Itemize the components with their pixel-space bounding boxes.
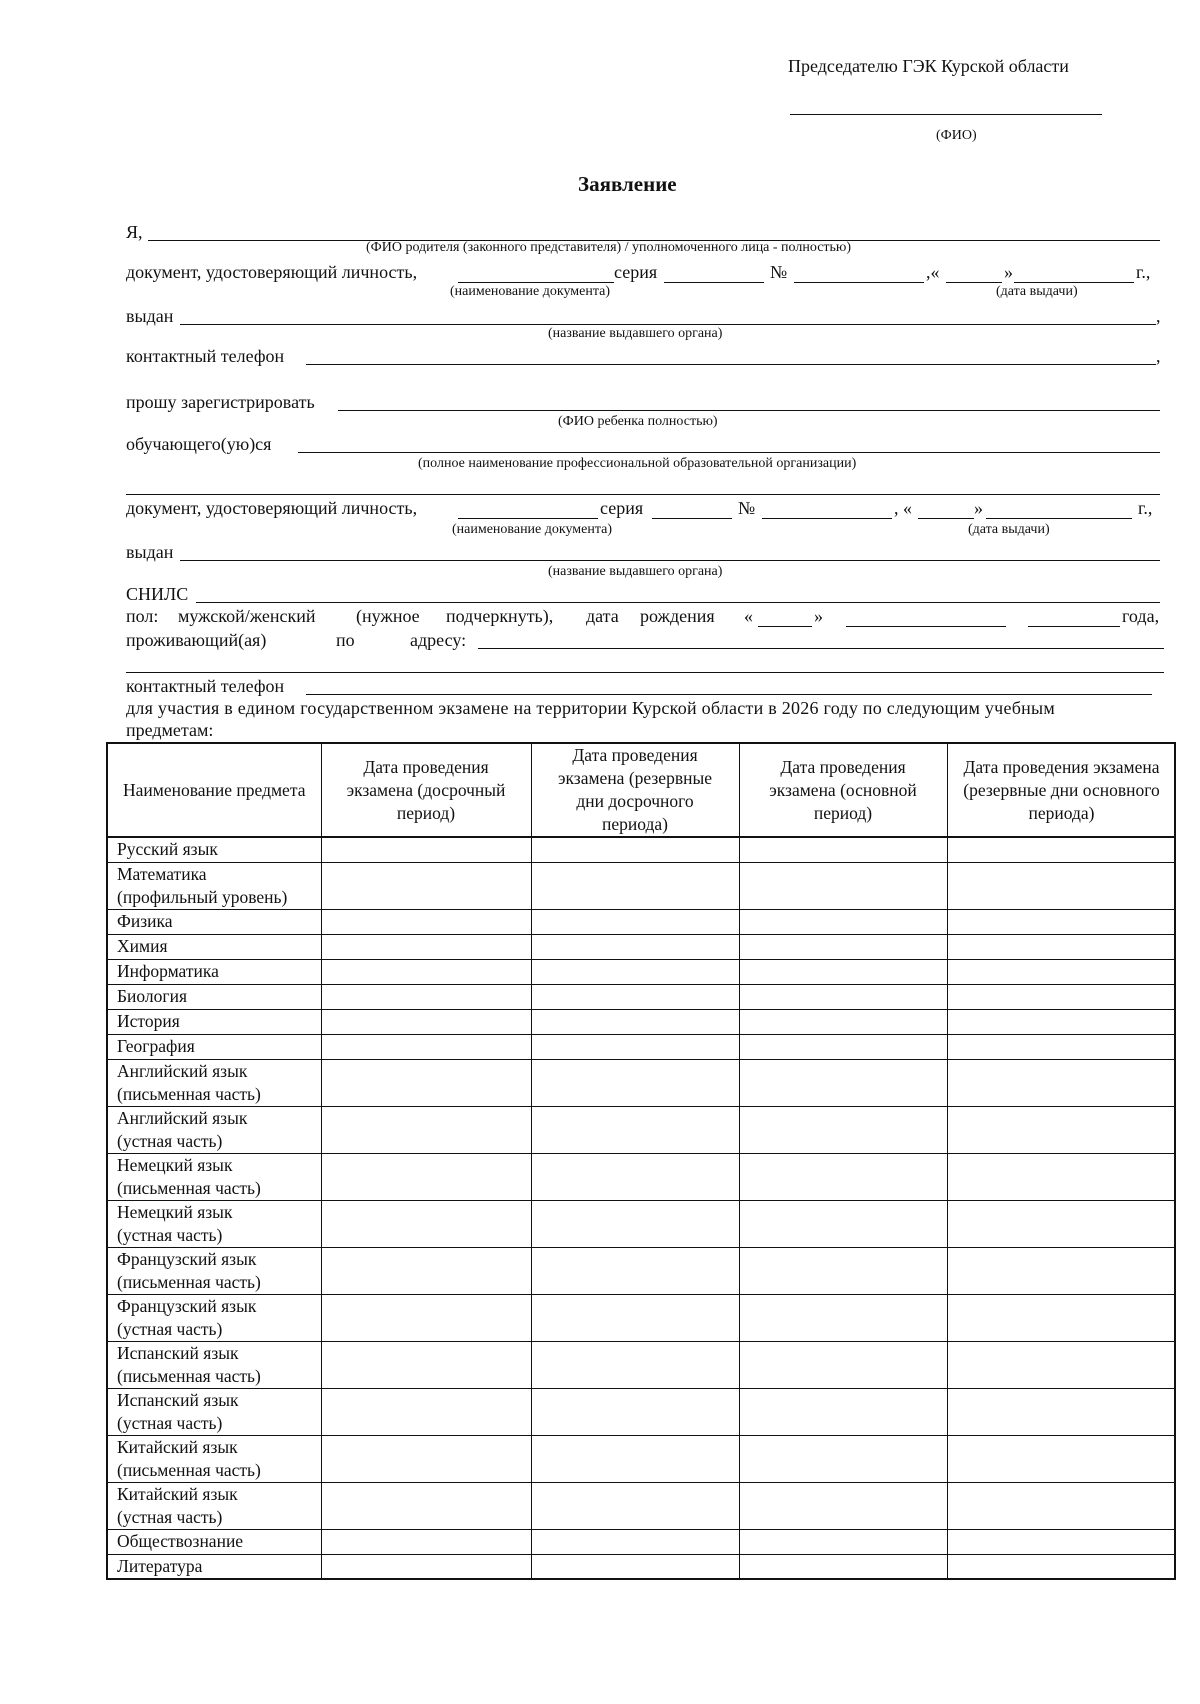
subject-name-detail: (письменная часть) [117, 1083, 261, 1104]
applicant-issuer-field[interactable] [180, 324, 1156, 325]
child-doc-number-field[interactable] [762, 518, 892, 519]
child-org-field-line2[interactable] [126, 494, 1160, 495]
applicant-doc-series-field[interactable] [664, 282, 764, 283]
table-row [107, 1106, 1175, 1153]
date-early-reserve-cell[interactable] [531, 1059, 739, 1106]
date-early-cell[interactable] [321, 1009, 531, 1034]
date-main-cell[interactable] [739, 837, 947, 862]
date-early-cell[interactable] [321, 1435, 531, 1482]
date-early-reserve-cell[interactable] [531, 959, 739, 984]
child-phone-field[interactable] [306, 694, 1152, 695]
subject-name: Китайский язык [117, 1436, 238, 1457]
table-row [107, 1529, 1175, 1554]
date-main-cell[interactable] [739, 1435, 947, 1482]
date-early-reserve-cell[interactable] [531, 1153, 739, 1200]
date-early-reserve-cell[interactable] [531, 909, 739, 934]
table-header-row [107, 743, 1175, 837]
date-early-cell[interactable] [321, 1388, 531, 1435]
date-main-reserve-cell[interactable] [947, 909, 1175, 934]
date-early-reserve-cell[interactable] [531, 1388, 739, 1435]
date-early-cell[interactable] [321, 984, 531, 1009]
table-row [107, 1294, 1175, 1341]
subject-name-cell [107, 959, 321, 984]
applicant-doc-date-close: » [1004, 262, 1013, 282]
child-birth-month-field[interactable] [846, 626, 1006, 627]
subject-name: Английский язык [117, 1060, 248, 1081]
applicant-doc-month-field[interactable] [1014, 282, 1134, 283]
child-org-field[interactable] [298, 452, 1160, 453]
date-early-reserve-cell[interactable] [531, 1009, 739, 1034]
child-birth-label-2: рождения [640, 606, 715, 626]
date-early-cell[interactable] [321, 1034, 531, 1059]
child-birth-day-field[interactable] [758, 626, 812, 627]
child-doc-series-label: серия [600, 498, 644, 518]
child-snils-label: СНИЛС [126, 584, 189, 604]
subject-name: Французский язык [117, 1295, 257, 1316]
date-main-cell[interactable] [739, 1034, 947, 1059]
child-doc-name-caption: (наименование документа) [452, 522, 613, 537]
subject-name: Физика [117, 910, 173, 931]
applicant-doc-number-label: № [770, 262, 788, 282]
applicant-doc-date-caption: (дата выдачи) [996, 284, 1078, 299]
child-doc-day-field[interactable] [918, 518, 974, 519]
table-row [107, 1200, 1175, 1247]
child-address-field[interactable] [478, 648, 1164, 649]
child-doc-number-label: № [738, 498, 756, 518]
subject-name: Русский язык [117, 839, 218, 859]
date-early-reserve-cell[interactable] [531, 1247, 739, 1294]
header-main-period: Дата проведения экзамена (основной период) [739, 743, 947, 837]
table-row [107, 1341, 1175, 1388]
date-early-reserve-cell[interactable] [531, 1482, 739, 1529]
child-birth-year-field[interactable] [1028, 626, 1120, 627]
applicant-issued-label: выдан [126, 306, 174, 326]
date-early-cell[interactable] [321, 1200, 531, 1247]
date-main-cell[interactable] [739, 1482, 947, 1529]
date-early-cell[interactable] [321, 1059, 531, 1106]
date-main-reserve-cell[interactable] [947, 1153, 1175, 1200]
child-gender-note-1: (нужное [356, 606, 420, 626]
date-early-reserve-cell[interactable] [531, 984, 739, 1009]
header-subject: Наименование предмета [107, 743, 321, 837]
child-address-label-1: проживающий(ая) [126, 630, 267, 650]
date-main-cell[interactable] [739, 1200, 947, 1247]
child-doc-month-field[interactable] [986, 518, 1132, 519]
date-main-cell[interactable] [739, 1554, 947, 1579]
applicant-phone-label: контактный телефон [126, 346, 285, 366]
date-early-cell[interactable] [321, 1106, 531, 1153]
child-doc-label: документ, удостоверяющий личность, [126, 498, 418, 518]
date-main-cell[interactable] [739, 934, 947, 959]
page-title: Заявление [578, 172, 677, 196]
date-early-cell[interactable] [321, 1482, 531, 1529]
child-issuer-field[interactable] [180, 560, 1160, 561]
child-doc-date-open: , « [894, 498, 912, 518]
subject-name-cell [107, 909, 321, 934]
date-early-cell[interactable] [321, 837, 531, 862]
date-main-reserve-cell[interactable] [947, 1059, 1175, 1106]
date-early-reserve-cell[interactable] [531, 934, 739, 959]
date-main-reserve-cell[interactable] [947, 1529, 1175, 1554]
applicant-ya-label: Я, [126, 222, 143, 242]
subject-name-cell [107, 1247, 321, 1294]
addressee-fio-line[interactable] [790, 114, 1102, 115]
applicant-doc-number-field[interactable] [794, 282, 924, 283]
child-fio-caption: (ФИО ребенка полностью) [558, 414, 718, 429]
subject-name-cell [107, 1059, 321, 1106]
child-studying-label: обучающего(ую)ся [126, 434, 272, 454]
subject-name: География [117, 1035, 195, 1056]
subject-name-cell [107, 1482, 321, 1529]
date-main-reserve-cell[interactable] [947, 1341, 1175, 1388]
date-main-cell[interactable] [739, 1294, 947, 1341]
date-main-reserve-cell[interactable] [947, 862, 1175, 909]
date-main-reserve-cell[interactable] [947, 934, 1175, 959]
date-main-reserve-cell[interactable] [947, 837, 1175, 862]
child-address-label-2: по [336, 630, 355, 650]
date-main-reserve-cell[interactable] [947, 1294, 1175, 1341]
subject-name-detail: (письменная часть) [117, 1271, 261, 1292]
subject-name: Немецкий язык [117, 1154, 233, 1175]
date-early-reserve-cell[interactable] [531, 837, 739, 862]
subject-name-cell [107, 1153, 321, 1200]
subject-name-cell [107, 1554, 321, 1579]
date-main-reserve-cell[interactable] [947, 1200, 1175, 1247]
child-birth-label-1: дата [586, 606, 619, 626]
applicant-doc-year-label: г., [1136, 262, 1151, 282]
table-row [107, 1482, 1175, 1529]
subject-name: Информатика [117, 960, 219, 981]
subject-name-detail: (устная часть) [117, 1130, 223, 1151]
subject-name-detail: (устная часть) [117, 1224, 223, 1245]
applicant-phone-end: , [1156, 346, 1161, 366]
date-early-reserve-cell[interactable] [531, 1554, 739, 1579]
subject-name: Французский язык [117, 1248, 257, 1269]
subject-name: Английский язык [117, 1107, 248, 1128]
child-gender-options[interactable]: мужской/женский [178, 606, 316, 626]
table-row [107, 984, 1175, 1009]
date-early-cell[interactable] [321, 1554, 531, 1579]
subject-name-cell [107, 1106, 321, 1153]
child-issuer-caption: (название выдавшего органа) [548, 564, 723, 579]
date-early-reserve-cell[interactable] [531, 1294, 739, 1341]
date-main-reserve-cell[interactable] [947, 1247, 1175, 1294]
purpose-text-line2: предметам: [126, 720, 214, 740]
date-early-reserve-cell[interactable] [531, 1106, 739, 1153]
subject-name: История [117, 1010, 180, 1031]
subject-name-cell [107, 1341, 321, 1388]
date-main-cell[interactable] [739, 1529, 947, 1554]
subject-name: Китайский язык [117, 1483, 238, 1504]
child-doc-year-label: г., [1138, 498, 1153, 518]
date-early-reserve-cell[interactable] [531, 1435, 739, 1482]
applicant-issued-end: , [1156, 306, 1161, 326]
subject-name-detail: (письменная часть) [117, 1177, 261, 1198]
subject-name-cell [107, 1435, 321, 1482]
date-main-cell[interactable] [739, 1247, 947, 1294]
date-main-cell[interactable] [739, 862, 947, 909]
subject-name-cell [107, 1529, 321, 1554]
date-early-reserve-cell[interactable] [531, 1200, 739, 1247]
table-row [107, 909, 1175, 934]
date-early-cell[interactable] [321, 1247, 531, 1294]
child-address-label-3: адресу: [410, 630, 467, 650]
date-early-cell[interactable] [321, 1341, 531, 1388]
subject-name-cell [107, 1009, 321, 1034]
header-early-reserve: Дата проведения экзамена (резервные дни досрочного периода) [531, 743, 739, 837]
date-main-reserve-cell[interactable] [947, 1554, 1175, 1579]
subject-name: Испанский язык [117, 1389, 239, 1410]
subject-name-detail: (устная часть) [117, 1506, 223, 1527]
applicant-phone-field[interactable] [306, 364, 1156, 365]
purpose-text-line1: для участия в едином государственном экзамене на территории Курской области в 2026 году по следующим учебным [126, 698, 1056, 718]
date-main-reserve-cell[interactable] [947, 1482, 1175, 1529]
subject-name: Немецкий язык [117, 1201, 233, 1222]
subject-name-detail: (письменная часть) [117, 1459, 261, 1480]
child-address-field-line2[interactable] [126, 672, 1164, 673]
date-main-cell[interactable] [739, 1059, 947, 1106]
child-doc-date-caption: (дата выдачи) [968, 522, 1050, 537]
applicant-doc-label: документ, удостоверяющий личность, [126, 262, 418, 282]
table-row [107, 1009, 1175, 1034]
subjects-table [106, 742, 1176, 1580]
subject-name-detail: (устная часть) [117, 1412, 223, 1433]
applicant-doc-series-label: серия [614, 262, 658, 282]
subject-name-detail: (письменная часть) [117, 1365, 261, 1386]
date-early-cell[interactable] [321, 1529, 531, 1554]
subject-name: Обществознание [117, 1530, 244, 1551]
subject-name-cell [107, 1034, 321, 1059]
date-early-reserve-cell[interactable] [531, 862, 739, 909]
table-row [107, 1388, 1175, 1435]
date-main-reserve-cell[interactable] [947, 1435, 1175, 1482]
date-main-cell[interactable] [739, 984, 947, 1009]
applicant-doc-date-open: ,« [926, 262, 940, 282]
table-row [107, 862, 1175, 909]
header-main-reserve [947, 743, 1175, 837]
date-main-cell[interactable] [739, 959, 947, 984]
date-early-cell[interactable] [321, 934, 531, 959]
date-main-reserve-cell[interactable] [947, 959, 1175, 984]
subject-name: Математика [117, 863, 207, 884]
subject-name-cell [107, 934, 321, 959]
child-issued-label: выдан [126, 542, 174, 562]
child-birth-date-open: « [744, 606, 753, 626]
child-doc-series-field[interactable] [652, 518, 732, 519]
date-early-cell[interactable] [321, 862, 531, 909]
subject-name-cell [107, 984, 321, 1009]
date-main-reserve-cell[interactable] [947, 1034, 1175, 1059]
table-row [107, 1153, 1175, 1200]
date-main-reserve-cell[interactable] [947, 1009, 1175, 1034]
table-row [107, 1554, 1175, 1579]
date-early-reserve-cell[interactable] [531, 1034, 739, 1059]
child-doc-name-field[interactable] [458, 518, 598, 519]
date-early-reserve-cell[interactable] [531, 1341, 739, 1388]
child-fio-field[interactable] [338, 410, 1160, 411]
applicant-doc-name-field[interactable] [458, 282, 614, 283]
date-early-cell[interactable] [321, 959, 531, 984]
subject-name: Биология [117, 985, 188, 1006]
subject-name: Химия [117, 935, 168, 956]
subject-name-cell [107, 862, 321, 909]
applicant-fio-caption: (ФИО родителя (законного представителя) / уполномоченного лица - полностью) [366, 240, 852, 255]
date-main-cell[interactable] [739, 1341, 947, 1388]
date-early-cell[interactable] [321, 909, 531, 934]
subject-name-detail: (профильный уровень) [117, 886, 288, 907]
date-main-reserve-cell[interactable] [947, 1106, 1175, 1153]
header-main-reserve-text: Дата проведения экзамена (резервные дни основного периода) [963, 756, 1160, 823]
date-main-cell[interactable] [739, 1106, 947, 1153]
date-main-reserve-cell[interactable] [947, 984, 1175, 1009]
applicant-doc-day-field[interactable] [946, 282, 1002, 283]
child-gender-note-2: подчеркнуть), [446, 606, 554, 626]
subject-name-cell [107, 1388, 321, 1435]
table-row [107, 837, 1175, 862]
subject-name: Литература [117, 1555, 203, 1576]
date-main-reserve-cell[interactable] [947, 1388, 1175, 1435]
addressee-text: Председателю ГЭК Курской области [788, 56, 1069, 76]
table-row [107, 959, 1175, 984]
date-main-cell[interactable] [739, 909, 947, 934]
date-main-cell[interactable] [739, 1009, 947, 1034]
applicant-doc-name-caption: (наименование документа) [450, 284, 611, 299]
subject-name-cell [107, 1294, 321, 1341]
header-early-period: Дата проведения экзамена (досрочный период) [321, 743, 531, 837]
date-main-cell[interactable] [739, 1388, 947, 1435]
subject-name-detail: (устная часть) [117, 1318, 223, 1339]
date-early-reserve-cell[interactable] [531, 1529, 739, 1554]
table-row [107, 1059, 1175, 1106]
subject-name: Испанский язык [117, 1342, 239, 1363]
child-birth-date-close: » [814, 606, 823, 626]
applicant-issuer-caption: (название выдавшего органа) [548, 326, 723, 341]
table-row [107, 934, 1175, 959]
date-main-cell[interactable] [739, 1153, 947, 1200]
date-early-cell[interactable] [321, 1153, 531, 1200]
child-register-label: прошу зарегистрировать [126, 392, 315, 412]
child-snils-field[interactable] [196, 602, 1160, 603]
table-row [107, 1247, 1175, 1294]
table-row [107, 1435, 1175, 1482]
subject-name-cell [107, 1200, 321, 1247]
child-org-caption: (полное наименование профессиональной образовательной организации) [418, 456, 857, 471]
date-early-cell[interactable] [321, 1294, 531, 1341]
child-phone-label: контактный телефон [126, 676, 285, 696]
child-birth-year-label: года, [1122, 606, 1160, 626]
table-row [107, 1034, 1175, 1059]
subject-name-cell [107, 837, 321, 862]
child-gender-label: пол: [126, 606, 159, 626]
child-doc-date-close: » [974, 498, 983, 518]
addressee-fio-caption: (ФИО) [936, 128, 977, 143]
